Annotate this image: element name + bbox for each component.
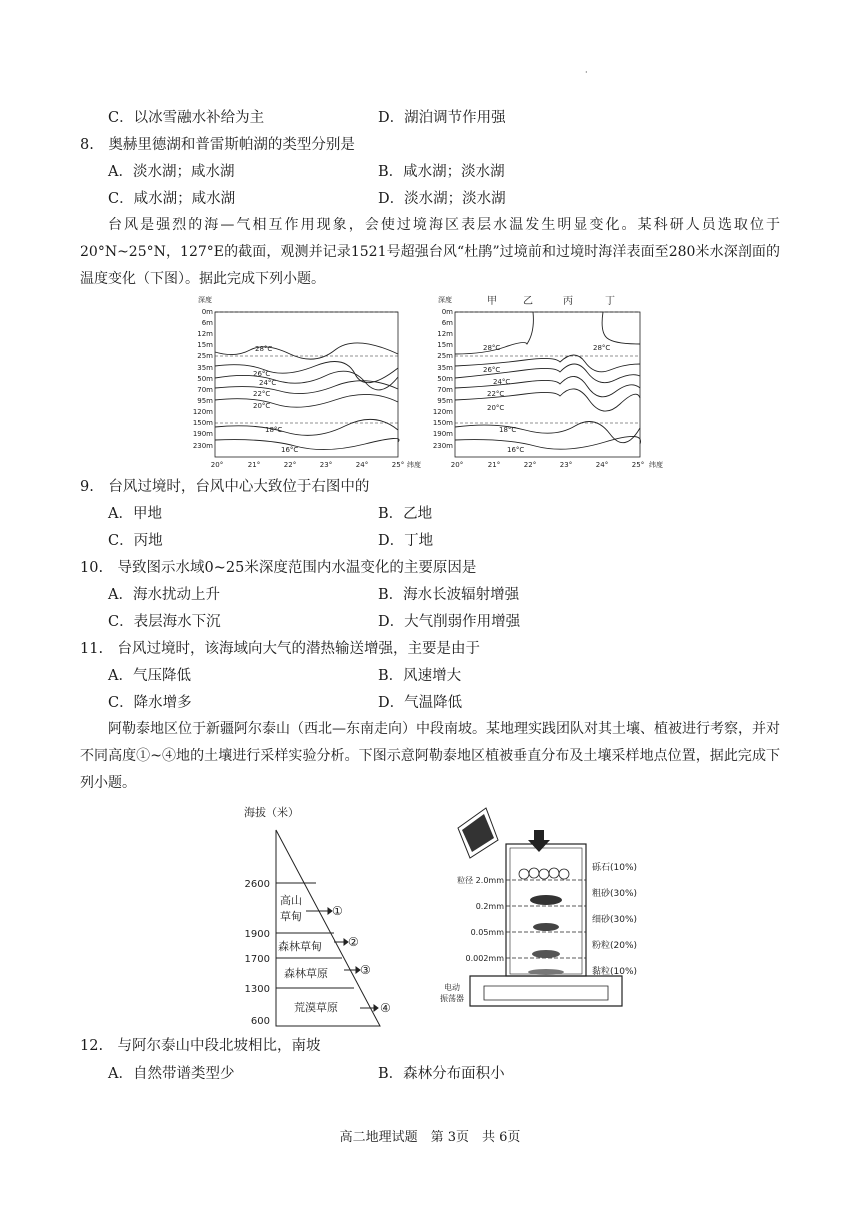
svg-text:甲: 甲 (487, 296, 497, 307)
page-footer: 高二地理试题 第 3页 共 6页 (339, 1130, 521, 1145)
svg-text:15m: 15m (197, 341, 213, 349)
svg-text:28°C: 28°C (255, 345, 273, 353)
svg-text:120m: 120m (192, 408, 213, 416)
svg-text:深度: 深度 (438, 296, 452, 304)
svg-text:120m: 120m (432, 408, 453, 416)
left-lat-ticks (211, 461, 404, 469)
q10-option-a: A．海水扰动上升 (108, 587, 220, 603)
site-markers (332, 904, 391, 1015)
svg-text:25°: 25° (631, 461, 645, 469)
vegetation-zone-figure (240, 800, 410, 1030)
svg-text:12m: 12m (197, 330, 213, 338)
svg-text:23°: 23° (559, 461, 573, 469)
svg-text:22°C: 22°C (487, 390, 505, 398)
svg-text:①: ① (332, 904, 343, 918)
passage-altai: 阿勒泰地区位于新疆阿尔泰山（西北—东南走向）中段南坡。某地理实践团队对其土壤、植被进行考察，并对不同高度①~④地的土壤进行采样实验分析。下图示意阿勒泰地区植被垂直分布及土壤采样地点位置，据此完成下列小题。 (80, 721, 780, 791)
svg-text:26°C: 26°C (253, 370, 271, 378)
q8-stem: 8. 奥赫里德湖和普雷斯帕湖的类型分别是 (80, 137, 355, 153)
svg-text:23°: 23° (319, 461, 333, 469)
svg-text:24°C: 24°C (493, 378, 511, 386)
svg-text:0.002mm: 0.002mm (465, 954, 504, 963)
q11-option-c: C．降水增多 (108, 695, 192, 711)
left-lat-label: 纬度 (407, 461, 421, 469)
sieve-apparatus-figure (440, 800, 690, 1025)
svg-text:28°C: 28°C (593, 344, 611, 352)
svg-text:15m: 15m (437, 341, 453, 349)
svg-text:21°: 21° (247, 461, 261, 469)
q11-option-b: B．风速增大 (378, 668, 462, 684)
altitude-ticks (245, 879, 270, 1027)
right-lat-label: 纬度 (649, 461, 663, 469)
svg-text:荒漠草原: 荒漠草原 (294, 1001, 338, 1014)
q9-option-d: D．丁地 (378, 533, 434, 549)
svg-text:砾石(10%): 砾石(10%) (592, 863, 638, 873)
place-labels (487, 295, 615, 307)
svg-text:150m: 150m (432, 419, 453, 427)
svg-text:150m: 150m (192, 419, 213, 427)
svg-text:电动: 电动 (444, 983, 460, 992)
svg-text:粒径 2.0mm: 粒径 2.0mm (457, 876, 504, 885)
svg-text:25m: 25m (437, 352, 453, 360)
right-panel (433, 295, 663, 469)
q12-option-a: A．自然带谱类型少 (108, 1066, 235, 1082)
fraction-labels (592, 861, 637, 977)
sieve-size-labels (457, 875, 504, 963)
q11-stem: 11. 台风过境时，该海域向大气的潜热输送增强，主要是由于 (80, 641, 481, 657)
svg-text:6m: 6m (201, 319, 213, 327)
svg-text:2600: 2600 (244, 879, 270, 890)
svg-text:35m: 35m (437, 364, 453, 372)
shaker-label (440, 982, 464, 1003)
svg-text:森林草甸: 森林草甸 (278, 940, 322, 953)
svg-text:高山: 高山 (280, 894, 302, 907)
svg-text:20°: 20° (210, 461, 224, 469)
svg-text:18°C: 18°C (499, 426, 517, 434)
right-isotherm-labels (483, 344, 610, 454)
svg-text:黏粒(10%): 黏粒(10%) (592, 967, 638, 977)
svg-text:50m: 50m (437, 375, 453, 383)
svg-text:20°C: 20°C (253, 402, 271, 410)
left-depth-ticks (193, 308, 213, 450)
svg-text:16°C: 16°C (281, 446, 299, 454)
svg-text:24°: 24° (355, 461, 369, 469)
svg-text:②: ② (348, 935, 359, 949)
right-lat-ticks (451, 461, 644, 469)
svg-text:粗砂(30%): 粗砂(30%) (592, 889, 638, 899)
q10-option-d: D．大气削弱作用增强 (378, 614, 521, 630)
svg-text:26°C: 26°C (483, 366, 501, 374)
q11-option-d: D．气温降低 (378, 695, 463, 711)
svg-text:16°C: 16°C (507, 446, 525, 454)
left-isotherm-labels (253, 345, 298, 454)
svg-text:0m: 0m (201, 308, 213, 316)
svg-text:70m: 70m (437, 386, 453, 394)
svg-text:35m: 35m (197, 364, 213, 372)
svg-text:1900: 1900 (244, 929, 270, 940)
q10-option-c: C．表层海水下沉 (108, 614, 221, 630)
svg-text:6m: 6m (441, 319, 453, 327)
svg-text:95m: 95m (437, 397, 453, 405)
svg-text:③: ③ (360, 963, 371, 977)
svg-text:丁: 丁 (605, 296, 615, 307)
svg-text:24°: 24° (595, 461, 609, 469)
svg-text:0.2mm: 0.2mm (475, 902, 504, 911)
svg-text:190m: 190m (432, 430, 453, 438)
svg-text:1700: 1700 (244, 954, 270, 965)
q7-option-d: D．湖泊调节作用强 (378, 110, 506, 126)
svg-text:振荡器: 振荡器 (440, 994, 464, 1003)
svg-text:22°: 22° (283, 461, 297, 469)
svg-text:230m: 230m (432, 442, 453, 450)
svg-text:森林草原: 森林草原 (284, 967, 328, 980)
svg-text:25m: 25m (197, 352, 213, 360)
depth-axis-title: 深度 (198, 296, 212, 304)
page-dot: · (585, 68, 588, 77)
q8-option-a: A．淡水湖；咸水湖 (108, 164, 235, 180)
q7-option-c: C．以冰雪融水补给为主 (108, 110, 265, 126)
temperature-profile-figure (192, 292, 675, 472)
svg-text:21°: 21° (487, 461, 501, 469)
q8-option-d: D．淡水湖；淡水湖 (378, 191, 506, 207)
svg-text:22°C: 22°C (253, 390, 271, 398)
passage-typhoon: 台风是强烈的海—气相互作用现象，会使过境海区表层水温发生明显变化。某科研人员选取位于20°N~25°N，127°E的截面，观测并记录1521号超强台风“杜鹃”过境前和过境时海洋表面至280米水深剖面的温度变化（下图）。据此完成下列小题。 (80, 217, 780, 287)
svg-text:230m: 230m (192, 442, 213, 450)
svg-text:0.05mm: 0.05mm (470, 928, 504, 937)
right-depth-ticks (433, 308, 453, 450)
altitude-title: 海拔（米） (244, 806, 299, 819)
svg-text:190m: 190m (192, 430, 213, 438)
svg-text:12m: 12m (437, 330, 453, 338)
svg-text:18°C: 18°C (265, 426, 283, 434)
svg-text:④: ④ (380, 1001, 391, 1015)
svg-text:95m: 95m (197, 397, 213, 405)
svg-text:25°: 25° (391, 461, 405, 469)
svg-text:20°: 20° (450, 461, 464, 469)
q8-option-b: B．咸水湖；淡水湖 (378, 164, 505, 180)
svg-text:粉粒(20%): 粉粒(20%) (592, 941, 638, 951)
q11-option-a: A．气压降低 (108, 668, 191, 684)
svg-text:乙: 乙 (523, 296, 533, 307)
svg-text:草甸: 草甸 (280, 910, 302, 923)
q9-stem: 9. 台风过境时，台风中心大致位于右图中的 (80, 479, 370, 495)
q9-option-c: C．丙地 (108, 533, 163, 549)
svg-text:28°C: 28°C (483, 344, 501, 352)
q9-option-b: B．乙地 (378, 506, 433, 522)
svg-text:1300: 1300 (244, 984, 270, 995)
svg-text:70m: 70m (197, 386, 213, 394)
svg-text:0m: 0m (441, 308, 453, 316)
q10-option-b: B．海水长波辐射增强 (378, 587, 520, 603)
svg-text:细砂(30%): 细砂(30%) (592, 915, 638, 925)
q10-stem: 10. 导致图示水域0~25米深度范围内水温变化的主要原因是 (80, 560, 477, 576)
left-panel (193, 295, 421, 469)
q12-stem: 12. 与阿尔泰山中段北坡相比，南坡 (80, 1038, 321, 1054)
svg-text:600: 600 (250, 1016, 270, 1027)
svg-text:20°C: 20°C (487, 404, 505, 412)
svg-text:50m: 50m (197, 375, 213, 383)
svg-text:24°C: 24°C (259, 379, 277, 387)
q8-option-c: C．咸水湖；咸水湖 (108, 191, 236, 207)
q12-option-b: B．森林分布面积小 (378, 1066, 505, 1082)
svg-text:丙: 丙 (563, 296, 573, 307)
svg-text:22°: 22° (523, 461, 537, 469)
q9-option-a: A．甲地 (108, 506, 162, 522)
